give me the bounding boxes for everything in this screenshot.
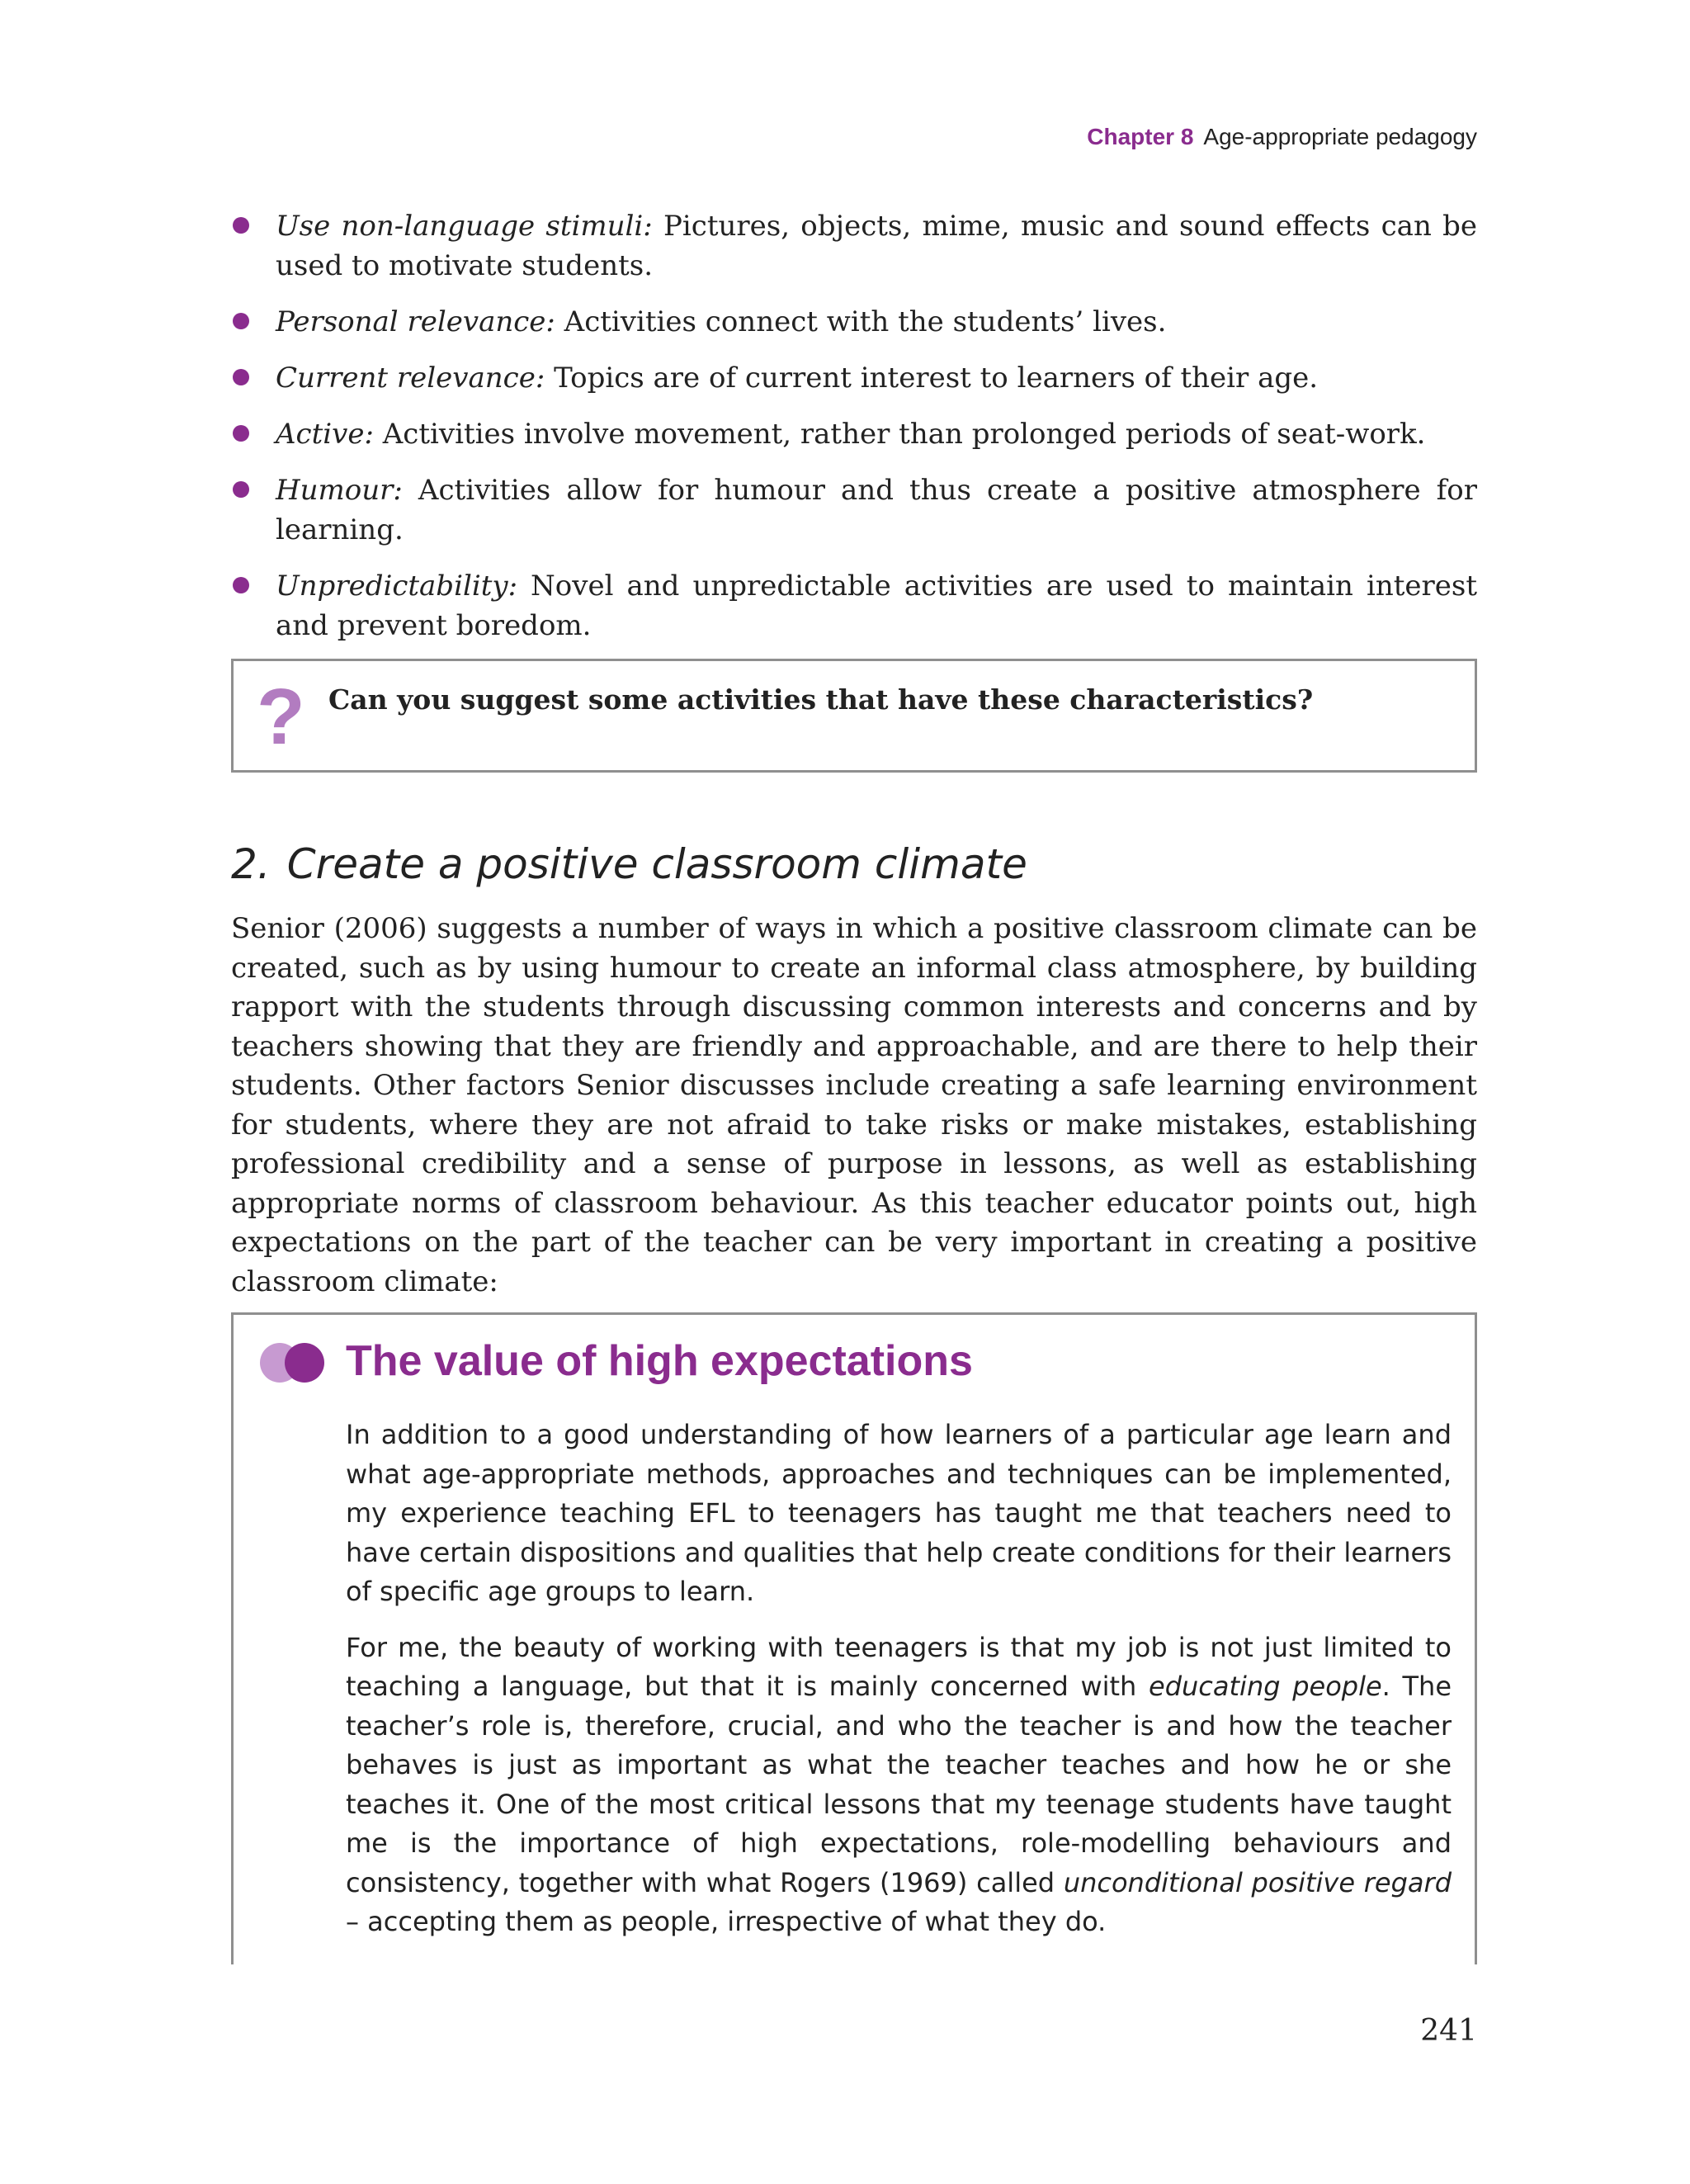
page-number: 241 [1420,2014,1477,2048]
quote-emphasis: unconditional positive regard [1063,1866,1452,1898]
body-paragraph: Senior (2006) suggests a number of ways in which a positive classroom climate can be created, such as by using humour to create an informal class atmosphere, by building rapport with the students through discussing common interests and concerns and by teachers showing that they are friendly and approachable, and are there to help their students. Other factors Senior discusses include creating a safe learning environment for students, where they are not afraid to take risks or make mistakes, establishing professional credibility and a sense of purpose in lessons, as well as establishing appropriate norms of classroom behaviour. As this teacher educator points out, high expectations on the part of the teacher can be very important in creating a positive classroom climate: [231,912,1477,1298]
list-item [231,566,1477,645]
list-item-term: Unpredictability: [276,570,518,603]
list-item-text: Pictures, objects, mime, music and sound effects can be used to motivate students. [276,210,1478,282]
speech-circles-icon [260,1343,328,1383]
section-title: Create a positive classroom climate [286,840,1027,888]
quote-paragraph-2 [346,1629,1452,1942]
quote-paragraph-1: In addition to a good understanding of how learners of a particular age learn and what age-appropriate methods, approaches and techniques can be implemented, my experience teaching EFL to teenagers has taught me that teachers need to have certain dispositions and qualities that help create conditions for their learners of specific age groups to learn. [346,1419,1452,1607]
list-item [231,414,1477,454]
list-item-text: Activities allow for humour and thus create a positive atmosphere for learning. [276,474,1477,546]
chapter-label: Chapter 8 [1087,124,1194,149]
question-mark-icon: ? [257,673,305,761]
list-item-term: Use non-language stimuli: [276,210,653,243]
bullet-dot-icon [233,369,249,385]
quote-box-title: The value of high expectations [346,1337,973,1385]
reflection-question-text: Can you suggest some activities that have these characteristics? [328,683,1314,716]
quote-text-part: For me, the beauty of working with teenagers is that my job is not just limited to teaching a language, but that it is mainly concerned with [346,1631,1452,1702]
list-item-text: Activities connect with the students’ lives. [555,305,1167,338]
list-item-text: Activities involve movement, rather than prolonged periods of seat-work. [373,418,1426,451]
reflection-question-box [231,659,1477,773]
list-item-term: Humour: [276,474,403,507]
section-number: 2. [231,840,271,888]
section-heading [231,835,1027,893]
list-item [231,206,1477,286]
quote-text-part: . The teacher’s role is, therefore, crucial, and who the teacher is and how the teacher behaves is just as important as what the teacher teaches and how he or she teaches it. One of the most critical lessons that my teenage students have taught me is the importance of high expectations, role-modelling behaviours and consistency, together with what Rogers (1969) called [346,1671,1452,1898]
list-item-term: Personal relevance: [276,305,555,338]
quote-box-body [346,1416,1452,1959]
list-item-text: Topics are of current interest to learners of their age. [545,362,1319,395]
list-item [231,302,1477,342]
list-item-text: Novel and unpredictable activities are used to maintain interest and prevent boredom. [276,570,1477,642]
quote-emphasis: educating people [1149,1671,1382,1702]
teacher-quote-box [231,1312,1477,1964]
chapter-title: Age-appropriate pedagogy [1203,124,1477,149]
characteristics-list [231,206,1477,662]
bullet-dot-icon [233,577,249,593]
bullet-dot-icon [233,425,249,442]
bullet-dot-icon [233,481,249,498]
list-item-term: Active: [276,418,374,451]
list-item-term: Current relevance: [276,362,545,395]
circle-dark-shape [285,1343,324,1383]
list-item [231,358,1477,398]
list-item [231,470,1477,550]
running-header [1087,124,1477,150]
bullet-dot-icon [233,313,249,329]
quote-text-part: – accepting them as people, irrespective of what they do. [346,1906,1107,1937]
bullet-dot-icon [233,217,249,234]
